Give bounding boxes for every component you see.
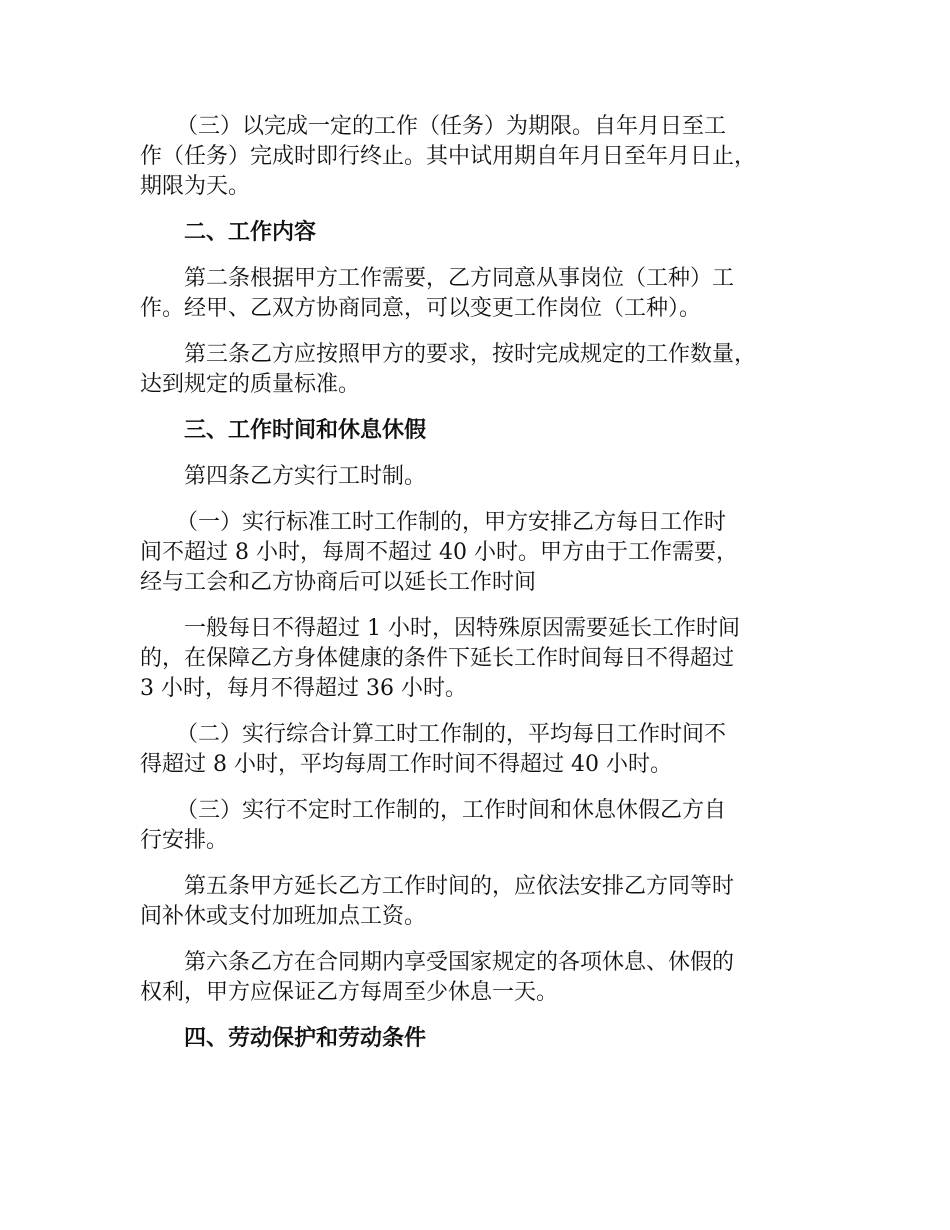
article-4-overtime-limit: 一般每日不得超过 1 小时，因特殊原因需要延长工作时间 的，在保障乙方身体健康的条件下延长工作时间每日不得超过 3 小时，每月不得超过 36 小时。	[140, 616, 740, 701]
article-6: 第六条乙方在合同期内享受国家规定的各项休息、休假的 权利，甲方应保证乙方每周至少休息一天。	[140, 950, 735, 1005]
article-3: 第三条乙方应按照甲方的要求，按时完成规定的工作数量， 达到规定的质量标准。	[140, 342, 757, 397]
article-4-item-3: （三）实行不定时工作制的，工作时间和休息休假乙方自 行安排。	[140, 798, 727, 853]
article-4: 第四条乙方实行工时制。	[184, 464, 427, 489]
document-body	[140, 112, 812, 1070]
section-heading-working-hours: 三、工作时间和休息休假	[184, 418, 427, 443]
section-heading-labor-protection: 四、劳动保护和劳动条件	[184, 1026, 427, 1051]
section-heading-work-content: 二、工作内容	[184, 220, 317, 245]
clause-term-task: （三）以完成一定的工作（任务）为期限。自年月日至工 作（任务）完成时即行终止。其中试用期自年月日至年月日止， 期限为天。	[140, 114, 757, 199]
article-5: 第五条甲方延长乙方工作时间的，应依法安排乙方同等时 间补休或支付加班加点工资。	[140, 874, 735, 929]
article-4-item-1: （一）实行标准工时工作制的，甲方安排乙方每日工作时 间不超过 8 小时，每周不超过 40 小时。甲方由于工作需要， 经与工会和乙方协商后可以延长工作时间	[140, 510, 738, 595]
article-2: 第二条根据甲方工作需要，乙方同意从事岗位（工种）工 作。经甲、乙双方协商同意，可以变更工作岗位（工种）。	[140, 266, 735, 321]
article-4-item-2: （二）实行综合计算工时工作制的，平均每日工作时间不 得超过 8 小时，平均每周工作时间不得超过 40 小时。	[140, 722, 727, 777]
